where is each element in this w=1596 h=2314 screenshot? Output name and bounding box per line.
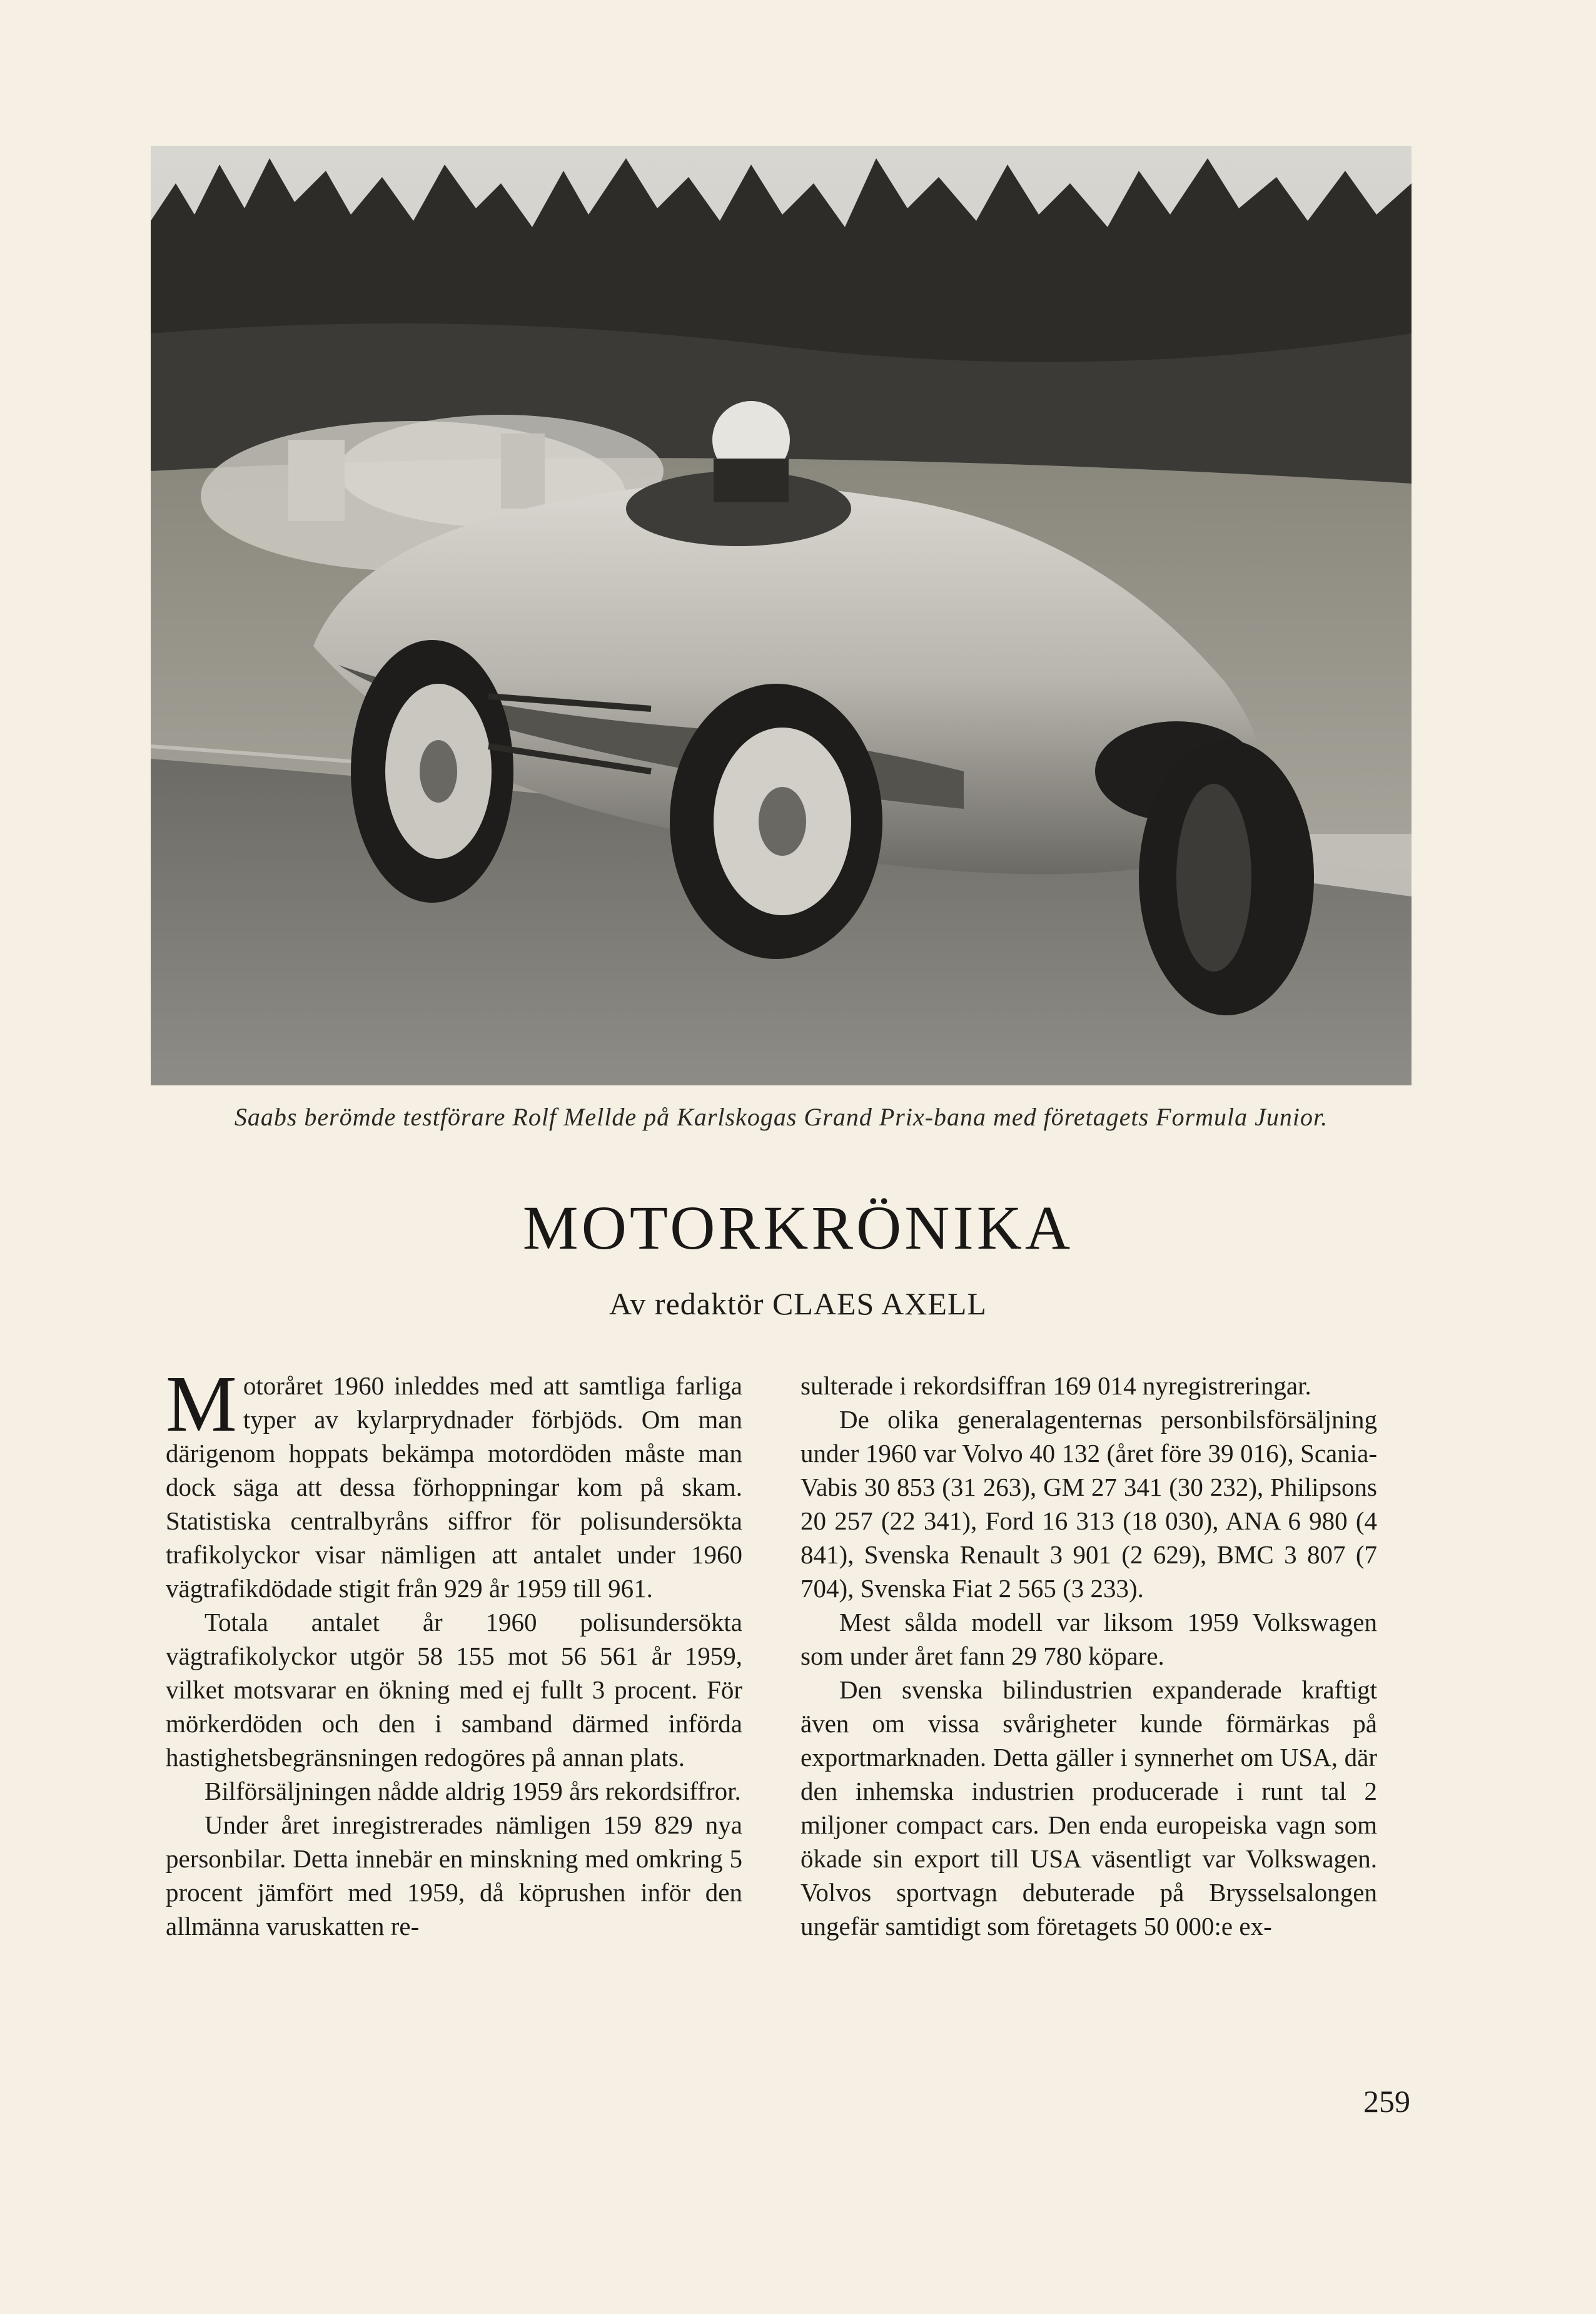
drop-cap: M <box>166 1359 237 1448</box>
race-car-photo <box>151 146 1412 1085</box>
paragraph: Motoråret 1960 inleddes med att samtliga farliga typer av kylarprydnader förbjöds. Om man därigenom hoppats bekämpa motordöden måste man dock säga att dessa förhoppningar kom på skam. Statistiska centralbyråns siffror för polisundersökta trafikolyckor visar nämligen att antalet under 1960 vägtrafikdödade stigit från 929 år 1959 till 961. <box>166 1359 742 1603</box>
article-title: MOTORKRÖNIKA <box>522 1193 1074 1262</box>
paragraph: Totala antalet år 1960 polisundersökta vägtrafikolyckor utgör 58 155 mot 56 561 år 1959, vilket motsvarar en ökning med ej fullt 3 procent. För mörkerdöden och den i samband därmed införda hastighetsbegränsningen redogöres på annan plats. <box>166 1608 742 1772</box>
page-number: 259 <box>1363 2084 1410 2119</box>
paragraph: Den svenska bilindustrien expanderade kraftigt även om vissa svårigheter kunde förmärkas på exportmarknaden. Detta gäller i synnerhet om USA, där den inhemska industrien producerade i runt tal 2 miljoner compact cars. Den enda europeiska vagn som ökade sin export till USA väsentligt var Volkswagen. Volvos sportvagn debuterade på Brysselsalongen ungefär samtidigt som företagets 50 000:e ex- <box>801 1675 1377 1941</box>
photo-caption: Saabs berömde testförare Rolf Mellde på Karlskogas Grand Prix-bana med företagets Formula Junior. <box>234 1103 1328 1131</box>
paragraph: Bilförsäljningen nådde aldrig 1959 års rekordsiffror. <box>205 1777 741 1805</box>
paragraph: Under året inregistrerades nämligen 159 829 nya personbilar. Detta innebär en minskning med omkring 5 procent jämfört med 1959, då köprushen inför den allmänna varuskatten re- <box>166 1810 742 1941</box>
paragraph: De olika generalagenternas personbilsförsäljning under 1960 var Volvo 40 132 (året före 39 016), Scania-Vabis 30 853 (31 263), GM 27 341 (30 232), Philipsons 20 257 (22 341), Ford 16 313 (18 030), ANA 6 980 (4 841), Svenska Renault 3 901 (2 629), BMC 3 807 (7 704), Svenska Fiat 2 565 (3 233). <box>801 1405 1377 1603</box>
paragraph: sulterade i rekordsiffran 169 014 nyregistreringar. <box>801 1371 1311 1400</box>
article-right-column <box>801 1369 1377 1943</box>
race-car-image <box>151 146 1412 1085</box>
paragraph: Mest sålda modell var liksom 1959 Volkswagen som under året fann 29 780 köpare. <box>801 1608 1377 1670</box>
article-left-column <box>166 1359 742 1943</box>
article-byline: Av redaktör CLAES AXELL <box>609 1286 987 1321</box>
